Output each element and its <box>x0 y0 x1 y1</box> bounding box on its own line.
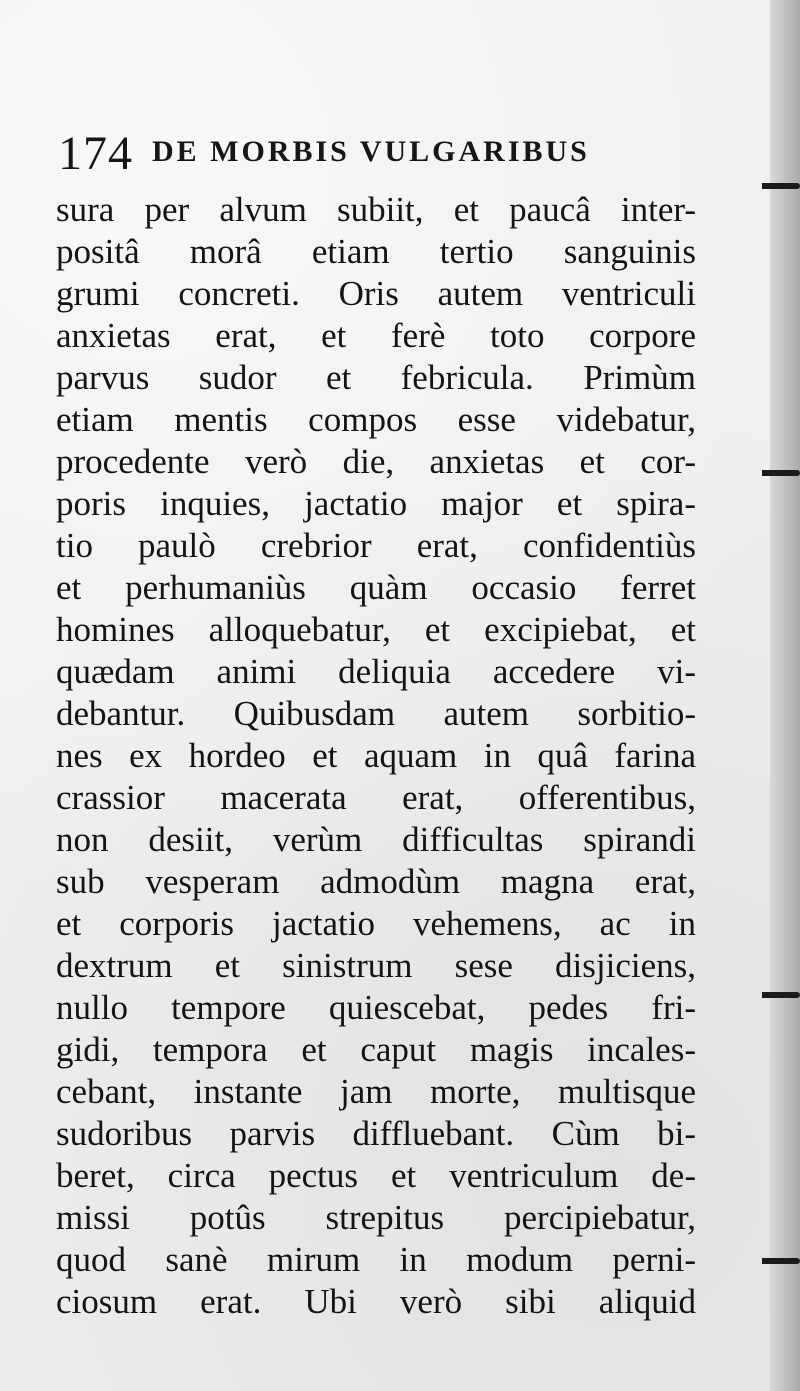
page-gutter <box>770 0 800 1391</box>
text-line: sudoribus parvis diffluebant. Cùm bi- <box>56 1114 696 1153</box>
text-line: grumi concreti. Oris autem ventriculi <box>56 274 696 313</box>
text-line: positâ morâ etiam tertio sanguinis <box>56 232 696 271</box>
binding-tab-mark <box>762 1258 800 1264</box>
text-line: et perhumaniùs quàm occasio ferret <box>56 568 696 607</box>
text-line: gidi, tempora et caput magis incales- <box>56 1030 696 1069</box>
text-line: et corporis jactatio vehemens, ac in <box>56 904 696 943</box>
text-line: nes ex hordeo et aquam in quâ farina <box>56 736 696 775</box>
text-line: poris inquies, jactatio major et spira- <box>56 484 696 523</box>
text-line: debantur. Quibusdam autem sorbitio- <box>56 694 696 733</box>
binding-tab-mark <box>762 470 800 476</box>
text-line: missi potûs strepitus percipiebatur, <box>56 1198 696 1237</box>
text-line: beret, circa pectus et ventriculum de- <box>56 1156 696 1195</box>
text-line: cebant, instante jam morte, multisque <box>56 1072 696 1111</box>
running-head: DE MORBIS VULGARIBUS <box>152 135 590 168</box>
text-line: homines alloquebatur, et excipiebat, et <box>56 610 696 649</box>
body-text <box>56 189 696 1323</box>
page-header <box>58 124 698 184</box>
text-line: crassior macerata erat, offerentibus, <box>56 778 696 817</box>
text-line: etiam mentis compos esse videbatur, <box>56 400 696 439</box>
text-line: anxietas erat, et ferè toto corpore <box>56 316 696 355</box>
text-line: nullo tempore quiescebat, pedes fri- <box>56 988 696 1027</box>
text-line: quædam animi deliquia accedere vi- <box>56 652 696 691</box>
page-number: 174 <box>58 127 133 180</box>
text-line: non desiit, verùm difficultas spirandi <box>56 820 696 859</box>
binding-tab-mark <box>762 992 800 998</box>
text-line: dextrum et sinistrum sese disjiciens, <box>56 946 696 985</box>
text-line: sub vesperam admodùm magna erat, <box>56 862 696 901</box>
binding-tab-mark <box>762 183 800 189</box>
text-line: quod sanè mirum in modum perni- <box>56 1240 696 1279</box>
text-line: ciosum erat. Ubi verò sibi aliquid <box>56 1282 696 1321</box>
text-line: parvus sudor et febricula. Primùm <box>56 358 696 397</box>
text-line: procedente verò die, anxietas et cor- <box>56 442 696 481</box>
text-line: tio paulò crebrior erat, confidentiùs <box>56 526 696 565</box>
text-line: sura per alvum subiit, et paucâ inter- <box>56 190 696 229</box>
